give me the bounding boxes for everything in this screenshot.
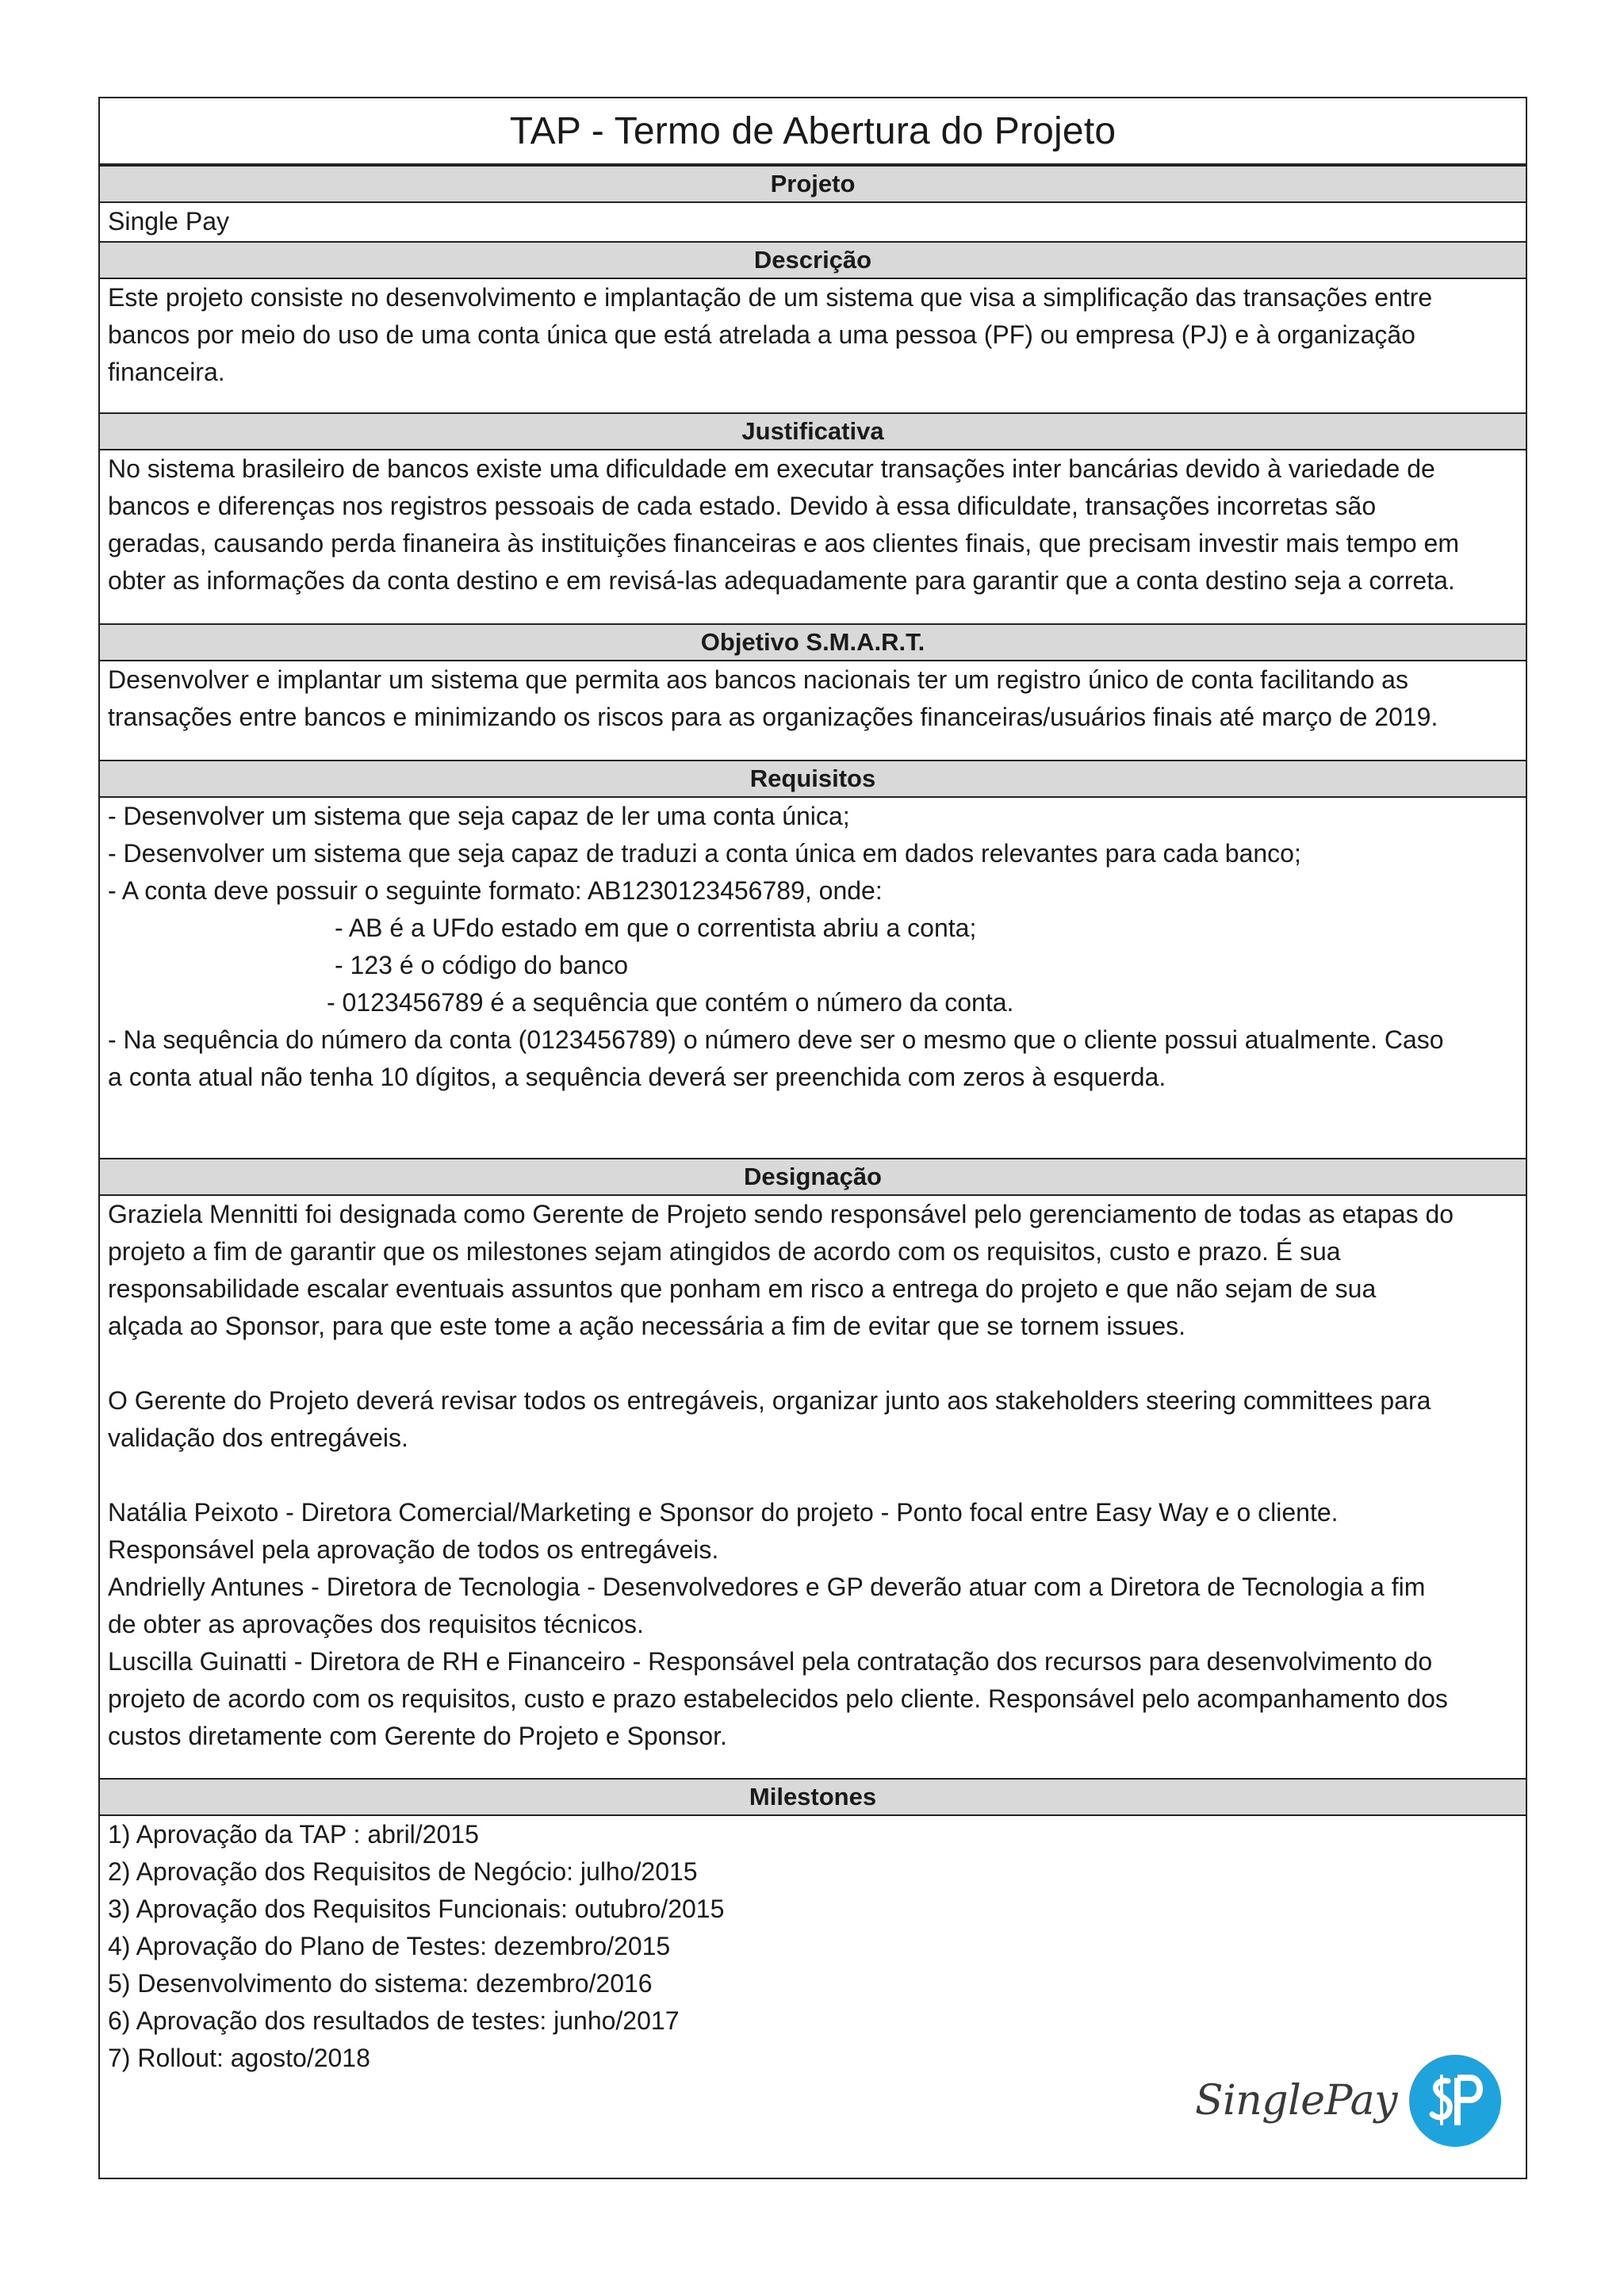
text-line-indented: - AB é a UFdo estado em que o correntista abriu a conta; (335, 914, 977, 942)
text-line-indented: - 123 é o código do banco (335, 951, 629, 979)
text-line: de obter as aprovações dos requisitos técnicos. (108, 1610, 644, 1638)
section-header-requisitos (100, 760, 1526, 798)
text-line: Graziela Mennitti foi designada como Gerente de Projeto sendo responsável pelo gerenciamento de todas as etapas do (108, 1200, 1454, 1228)
text-line: projeto de acordo com os requisitos, custo e prazo estabelecidos pelo cliente. Responsável pelo acompanhamento dos (108, 1684, 1448, 1713)
text-line: bancos por meio do uso de uma conta única que está atrelada a uma pessoa (PF) ou empresa (PJ) e à organização (108, 320, 1415, 349)
text-line: a conta atual não tenha 10 dígitos, a sequência deverá ser preenchida com zeros à esquerda. (108, 1063, 1166, 1091)
section-title-requisitos: Requisitos (749, 764, 876, 792)
tap-document (98, 97, 1527, 2179)
section-body-descricao (100, 279, 1526, 391)
section-header-justificativa (100, 412, 1526, 450)
text-line: financeira. (108, 358, 225, 386)
paragraph-spacer (108, 1345, 1518, 1382)
text-line: bancos e diferenças nos registros pessoais de cada estado. Devido à essa dificuldate, transações incorretas são (108, 492, 1377, 520)
singlepay-logo (1195, 2054, 1502, 2148)
text-line: Responsável pela aprovação de todos os entregáveis. (108, 1535, 719, 1564)
section-title-designacao: Designação (743, 1163, 882, 1190)
section-body-milestones (100, 1816, 1526, 2077)
section-title-milestones: Milestones (749, 1783, 877, 1810)
text-line: O Gerente do Projeto deverá revisar todos os entregáveis, organizar junto aos stakeholders steering committees para (108, 1386, 1431, 1415)
section-body-requisitos (100, 798, 1526, 1096)
text-line: Andrielly Antunes - Diretora de Tecnologia - Desenvolvedores e GP deverão atuar com a Diretora de Tecnologia a fim (108, 1573, 1426, 1601)
milestone-item: 2) Aprovação dos Requisitos de Negócio: julho/2015 (108, 1857, 698, 1886)
text-line: Luscilla Guinatti - Diretora de RH e Financeiro - Responsável pela contratação dos recursos para desenvolvimento do (108, 1647, 1433, 1676)
text-line: No sistema brasileiro de bancos existe uma dificuldade em executar transações inter bancárias devido à variedade de (108, 454, 1435, 483)
logo-wordmark: SinglePay (1195, 2077, 1397, 2125)
section-body-designacao (100, 1196, 1526, 1755)
milestone-item: 6) Aprovação dos resultados de testes: junho/2017 (108, 2006, 680, 2035)
text-line: custos diretamente com Gerente do Projeto e Sponsor. (108, 1722, 727, 1750)
section-title-descricao: Descrição (753, 246, 872, 274)
text-line: responsabilidade escalar eventuais assuntos que ponham em risco a entrega do projeto e que não sejam de sua (108, 1274, 1377, 1303)
text-line: transações entre bancos e minimizando os riscos para as organizações financeiras/usuários finais até março de 2019. (108, 703, 1438, 731)
section-title-justificativa: Justificativa (741, 417, 884, 445)
section-header-milestones (100, 1778, 1526, 1816)
milestone-item: 1) Aprovação da TAP : abril/2015 (108, 1820, 479, 1849)
section-body-justificativa (100, 450, 1526, 600)
milestone-item: 7) Rollout: agosto/2018 (108, 2044, 370, 2072)
text-line: Natália Peixoto - Diretora Comercial/Marketing e Sponsor do projeto - Ponto focal entre Easy Way e o cliente. (108, 1498, 1339, 1527)
text-line: - A conta deve possuir o seguinte formato: AB1230123456789, onde: (108, 876, 883, 905)
section-header-descricao (100, 241, 1526, 279)
singlepay-badge-icon (1408, 2054, 1502, 2148)
section-title-projeto: Projeto (770, 170, 856, 197)
text-line-indented: - 0123456789 é a sequência que contém o número da conta. (327, 988, 1014, 1017)
milestone-item: 4) Aprovação do Plano de Testes: dezembro/2015 (108, 1932, 671, 1960)
section-header-objetivo (100, 623, 1526, 661)
document-title-row (100, 98, 1526, 165)
paragraph-spacer (108, 1457, 1518, 1494)
milestone-item: 3) Aprovação dos Requisitos Funcionais: outubro/2015 (108, 1895, 725, 1923)
text-line: - Desenvolver um sistema que seja capaz de traduzi a conta única em dados relevantes para cada banco; (108, 839, 1301, 868)
text-line: - Desenvolver um sistema que seja capaz de ler uma conta única; (108, 802, 850, 830)
text-line: - Na sequência do número da conta (0123456789) o número deve ser o mesmo que o cliente possui atualmente. Caso (108, 1025, 1444, 1054)
text-line: obter as informações da conta destino e em revisá-las adequadamente para garantir que a conta destino seja a correta. (108, 566, 1455, 595)
text-line: projeto a fim de garantir que os milestones sejam atingidos de acordo com os requisitos, custo e prazo. É sua (108, 1237, 1341, 1266)
text-line: Este projeto consiste no desenvolvimento e implantação de um sistema que visa a simplificação das transações entre (108, 283, 1433, 312)
text-line: alçada ao Sponsor, para que este tome a ação necessária a fim de evitar que se tornem issues. (108, 1312, 1186, 1340)
text-line: Desenvolver e implantar um sistema que permita aos bancos nacionais ter um registro único de conta facilitando as (108, 665, 1408, 694)
text-line: geradas, causando perda finaneira às instituições financeiras e aos clientes finais, que precisam investir mais tempo em (108, 529, 1459, 558)
section-body-projeto (100, 203, 1526, 240)
section-header-designacao (100, 1158, 1526, 1196)
section-body-objetivo (100, 661, 1526, 736)
milestone-item: 5) Desenvolvimento do sistema: dezembro/2016 (108, 1969, 653, 1998)
section-title-objetivo: Objetivo S.M.A.R.T. (700, 628, 925, 656)
document-title: TAP - Termo de Abertura do Projeto (509, 109, 1116, 152)
project-name: Single Pay (108, 207, 229, 236)
section-header-projeto (100, 165, 1526, 203)
text-line: validação dos entregáveis. (108, 1423, 408, 1452)
